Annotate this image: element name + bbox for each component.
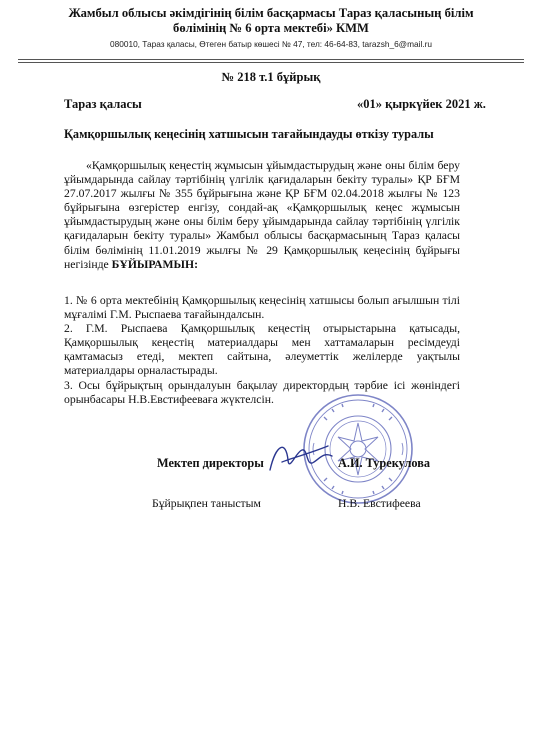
order-item-3: 3. Осы бұйрықтың орындалуын бақылау директордың тәрбие ісі жөніндегі орынбасары Н.В.Евстифееваға жүктелсін. <box>64 378 460 406</box>
acknowledgement-name: Н.В. Евстифеева <box>338 497 421 510</box>
order-subject: Қамқоршылық кеңесінің хатшысын тағайындауды өткізу туралы <box>64 127 434 141</box>
organization-name <box>0 6 542 36</box>
order-place: Тараз қаласы <box>64 97 142 111</box>
header-rule-top <box>18 59 524 60</box>
organization-line-2: бөлімінің № 6 орта мектебі» КММ <box>173 21 369 35</box>
handwritten-signature <box>262 432 340 484</box>
director-label: Мектеп директоры <box>157 456 264 470</box>
contact-line: 080010, Тараз қаласы, Өтеген батыр көшесі № 47, тел: 46-64-83, tarazsh_6@mail.ru <box>110 39 432 49</box>
acknowledgement-label: Бұйрықпен таныстым <box>152 497 261 510</box>
organization-line-1: Жамбыл облысы әкімдігінің білім басқармасы Тараз қаласының білім <box>68 6 474 20</box>
preamble-paragraph <box>64 159 460 272</box>
order-item-2: 2. Г.М. Рыспаева Қамқоршылық кеңестің отырыстарына қатысады, Қамқоршылық кеңестің материалдары мен хаттамаларын ресімдеуді қамтамасыз етеді, мектеп сайтына, әлеуметтік желілерде уақтылы материалдары орналастырады. <box>64 322 460 378</box>
header-rule-bottom <box>18 62 524 63</box>
order-word: БҰЙЫРАМЫН: <box>111 257 198 271</box>
order-items <box>64 294 460 407</box>
letterhead <box>0 6 542 49</box>
director-name: А.И. Турекулова <box>338 456 430 470</box>
preamble-text: «Қамқоршылық кеңестің жұмысын ұйымдастырудың және оны білім беру ұйымдарында сайлау тәртібінің үлгілік қағидаларын бекіту туралы» ҚР БҒМ 27.07.2017 жылғы № 355 бұйрығына және ҚР БҒМ 02.04.2018 жылғы № 123 бұйрығына өзгерістер енгізу, сондай-ақ «Қамқоршылық кеңес жұмысын ұйымдастырудың және оны білім беру ұйымдарында сайлау тәртібінің үлгілік қағидаларын бекіту туралы» Жамбыл облысы басқармасының Тараз қаласы білім бөлімінің 11.01.2019 жылғы № 29 Қамқоршылық кеңесінің бұйрығы негізінде <box>64 159 460 271</box>
order-number: № 218 т.1 бұйрық <box>221 70 321 84</box>
order-item-1: 1. № 6 орта мектебінің Қамқоршылық кеңесінің хатшысы болып ағылшын тілі мұғалімі Г.М. Рыспаева тағайындалсын. <box>64 294 460 322</box>
order-date: «01» қыркүйек 2021 ж. <box>357 97 486 111</box>
